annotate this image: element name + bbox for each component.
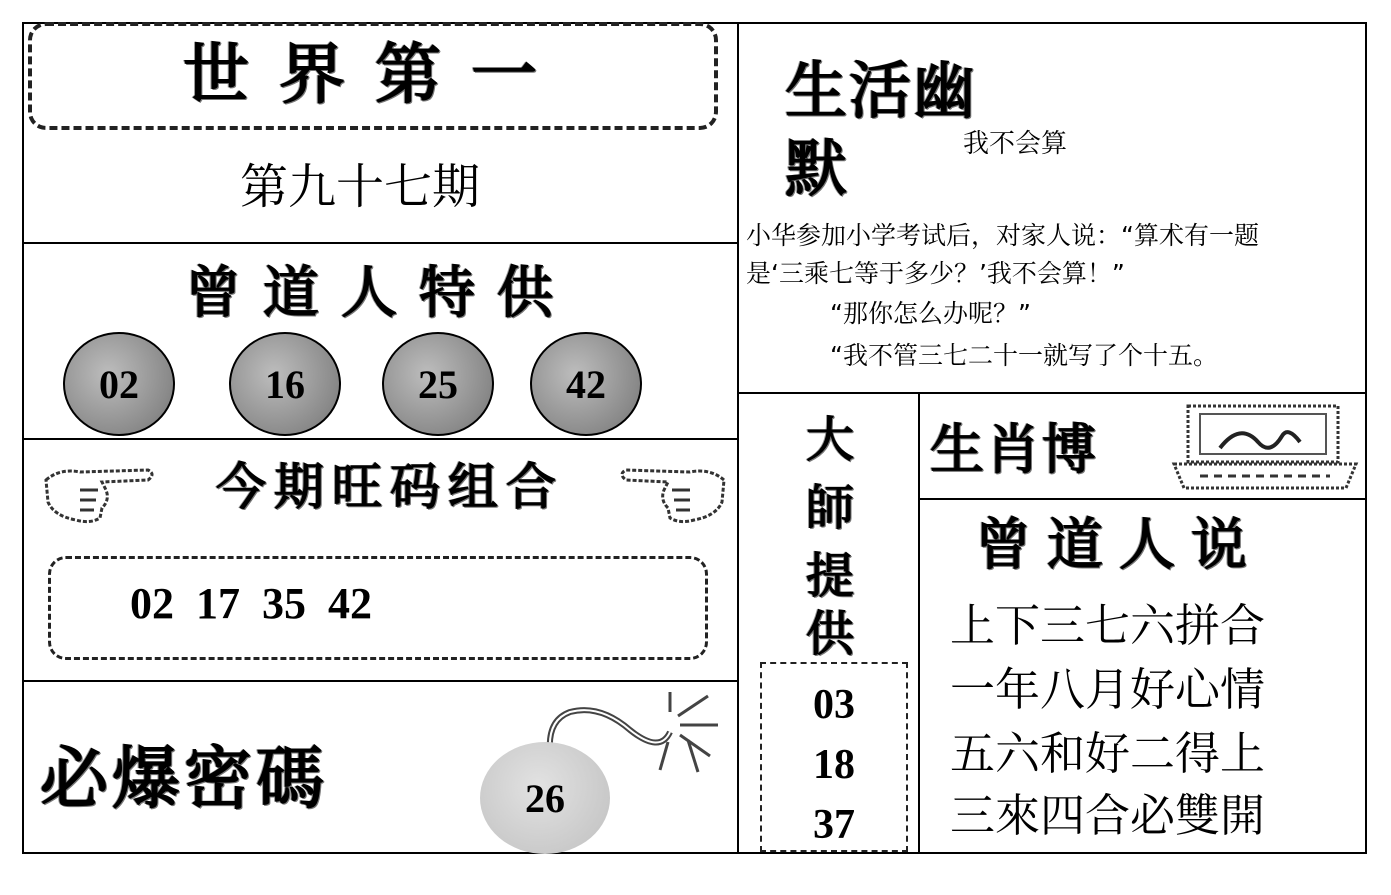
main-title: 世界第一 xyxy=(183,36,567,113)
divider-right-2 xyxy=(918,498,1367,500)
zodiac-heading: 生肖博 xyxy=(930,418,1098,481)
special-ball: 16 xyxy=(229,332,341,436)
special-ball: 02 xyxy=(63,332,175,436)
issue-number: 第九十七期 xyxy=(239,159,480,215)
special-ball: 42 xyxy=(530,332,642,436)
master-number: 37 xyxy=(813,802,855,848)
divider-1 xyxy=(22,242,738,244)
sayings-heading: 曾道人说 xyxy=(975,513,1263,578)
laptop-icon xyxy=(1170,402,1360,492)
humor-line: 小华参加小学考试后，对家人说：“算术有一题 xyxy=(746,221,1259,250)
bomb-heading: 必爆密碼 xyxy=(40,740,329,819)
divider-right-1 xyxy=(737,392,1367,394)
master-label-char: 提 xyxy=(805,548,854,604)
saying-line: 五六和好二得上 xyxy=(950,727,1266,780)
bomb-number: 26 xyxy=(480,742,610,854)
special-ball: 25 xyxy=(382,332,494,436)
master-label-char: 師 xyxy=(805,480,854,536)
humor-subtitle: 我不会算 xyxy=(963,129,1068,159)
master-number: 18 xyxy=(813,742,855,788)
pointing-hand-right-icon xyxy=(40,450,160,528)
divider-right-vertical xyxy=(918,392,920,854)
combo-numbers: 02 17 35 42 xyxy=(130,579,372,628)
saying-line: 上下三七六拼合 xyxy=(950,599,1266,652)
humor-line: “我不管三七二十一就写了个十五。 xyxy=(830,341,1218,370)
pointing-hand-left-icon xyxy=(620,450,730,528)
saying-line: 一年八月好心情 xyxy=(950,663,1266,716)
humor-heading: 生活幽默 xyxy=(785,54,978,205)
humor-line: “那你怎么办呢？” xyxy=(830,299,1031,328)
special-heading: 曾道人特供 xyxy=(185,261,575,326)
divider-2 xyxy=(22,438,738,440)
humor-line: 是‘三乘七等于多少？’我不会算！” xyxy=(746,259,1125,288)
divider-3 xyxy=(22,680,738,682)
saying-line: 三來四合必雙開 xyxy=(950,789,1266,842)
master-label-char: 供 xyxy=(805,606,854,662)
combo-heading: 今期旺码组合 xyxy=(216,458,564,516)
master-number: 03 xyxy=(813,682,855,728)
master-label-char: 大 xyxy=(805,412,854,468)
